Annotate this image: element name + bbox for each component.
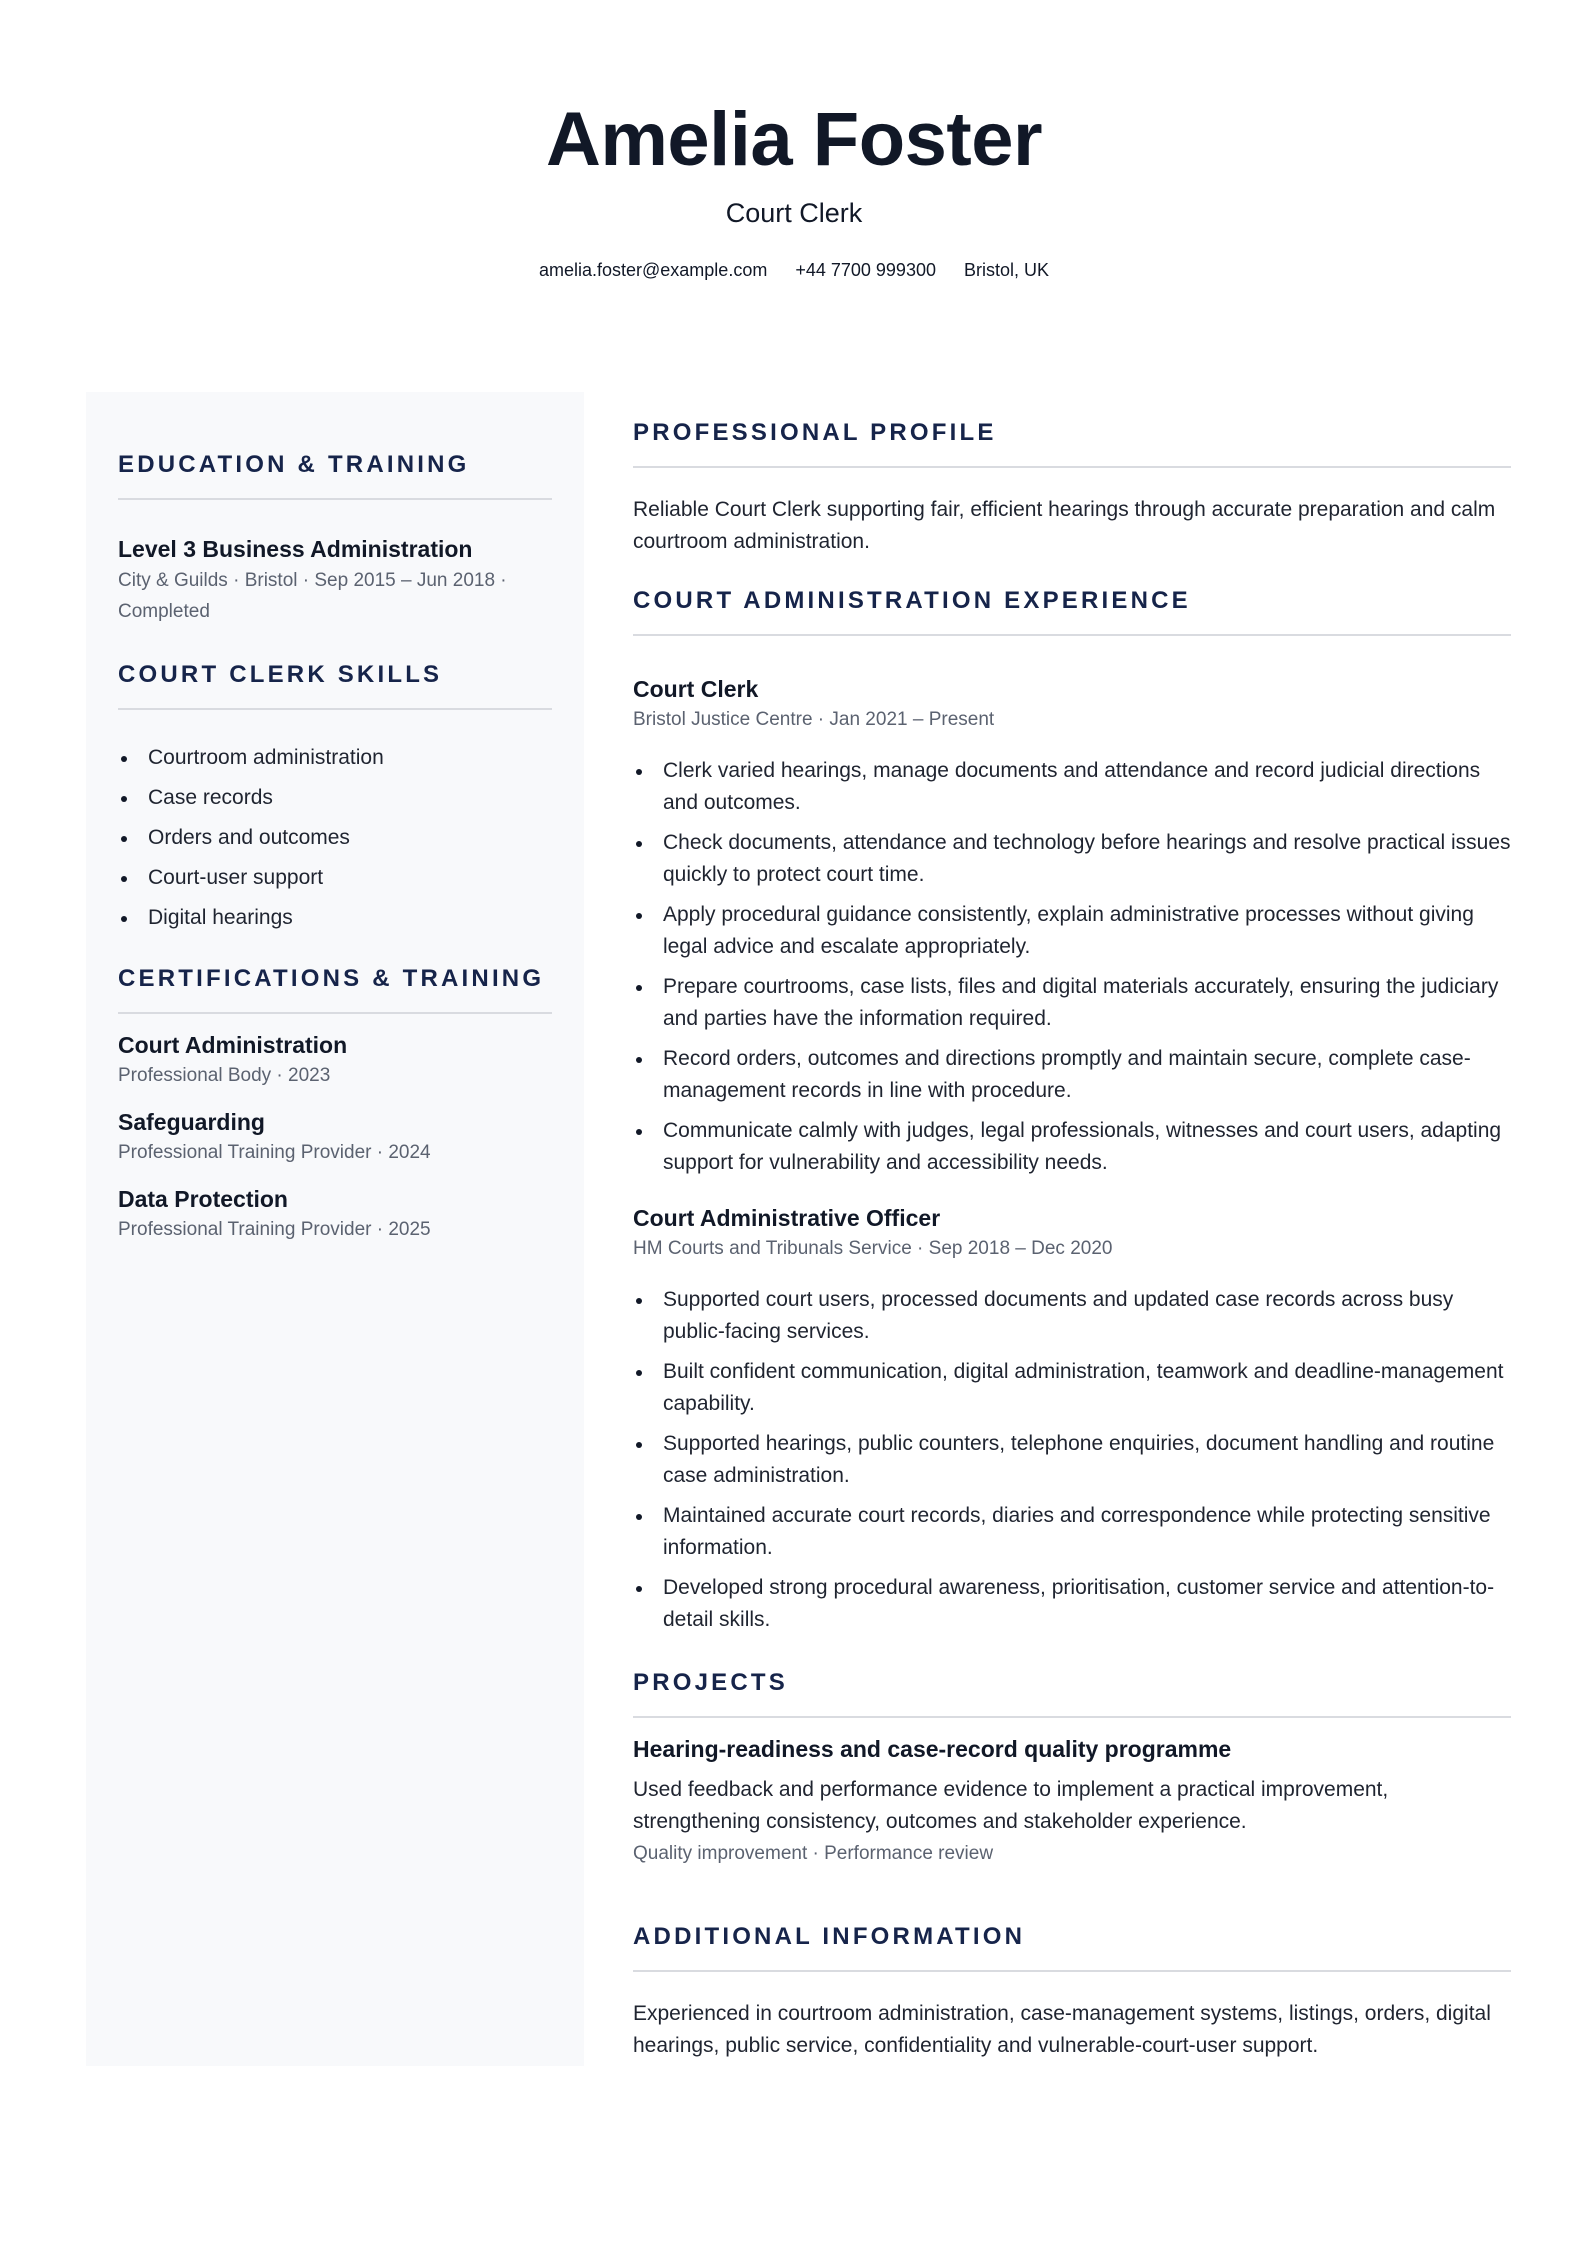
skill-item: Case records xyxy=(118,782,552,814)
section-title-skills: COURT CLERK SKILLS xyxy=(118,661,443,688)
section-divider xyxy=(118,498,552,500)
candidate-name: Amelia Foster xyxy=(545,97,1043,182)
job-meta: HM Courts and Tribunals Service · Sep 2018 – Dec 2020 xyxy=(633,1238,1113,1259)
certification-name: Court Administration xyxy=(118,1032,348,1058)
skill-item: Courtroom administration xyxy=(118,742,552,774)
job-bullet: Apply procedural guidance consistently, explain administrative processes without giving legal advice and escalate appropriately. xyxy=(633,899,1511,963)
job-bullet: Record orders, outcomes and directions promptly and maintain secure, complete case-management records in line with procedure. xyxy=(633,1043,1511,1107)
job-bullet: Communicate calmly with judges, legal professionals, witnesses and court users, adapting support for vulnerability and accessibility needs. xyxy=(633,1115,1511,1179)
section-divider xyxy=(633,634,1511,636)
certification-detail: Professional Body · 2023 xyxy=(118,1065,331,1086)
job-entry xyxy=(633,674,1511,1179)
section-title-certifications: CERTIFICATIONS & TRAINING xyxy=(118,965,545,992)
section-divider xyxy=(118,1012,552,1014)
certification-item xyxy=(118,1030,552,1091)
education-item xyxy=(118,534,552,627)
job-role: Court Clerk xyxy=(633,676,759,702)
job-bullet: Developed strong procedural awareness, prioritisation, customer service and attention-to-detail skills. xyxy=(633,1572,1511,1636)
education-detail: City & Guilds · Bristol · Sep 2015 – Jun 2018 · Completed xyxy=(118,570,507,622)
certification-item xyxy=(118,1184,552,1245)
certification-detail: Professional Training Provider · 2024 xyxy=(118,1142,431,1163)
job-meta: Bristol Justice Centre · Jan 2021 – Present xyxy=(633,709,995,730)
education-section xyxy=(118,450,552,627)
job-bullet: Clerk varied hearings, manage documents and attendance and record judicial directions and outcomes. xyxy=(633,755,1511,819)
projects-section xyxy=(633,1668,1511,1869)
skill-item: Digital hearings xyxy=(118,902,552,934)
section-title-additional: ADDITIONAL INFORMATION xyxy=(633,1923,1026,1950)
job-bullet: Maintained accurate court records, diaries and correspondence while protecting sensitive information. xyxy=(633,1500,1511,1564)
certification-detail: Professional Training Provider · 2025 xyxy=(118,1219,431,1240)
job-bullet: Prepare courtrooms, case lists, files and digital materials accurately, ensuring the judiciary and parties have the information required. xyxy=(633,971,1511,1035)
profile-text: Reliable Court Clerk supporting fair, efficient hearings through accurate preparation and calm courtroom administration. xyxy=(633,498,1496,553)
skill-item: Orders and outcomes xyxy=(118,822,552,854)
section-divider xyxy=(633,1970,1511,1972)
job-bullet: Check documents, attendance and technology before hearings and resolve practical issues quickly to protect court time. xyxy=(633,827,1511,891)
job-bullet: Supported court users, processed documents and updated case records across busy public-facing services. xyxy=(633,1284,1511,1348)
section-divider xyxy=(633,1716,1511,1718)
section-title-projects: PROJECTS xyxy=(633,1669,788,1696)
project-text: Used feedback and performance evidence to implement a practical improvement, strengthening consistency, outcomes and stakeholder experience. xyxy=(633,1778,1389,1833)
section-divider xyxy=(633,466,1511,468)
candidate-role: Court Clerk xyxy=(725,198,863,228)
sidebar xyxy=(86,392,584,2066)
contact-email[interactable]: amelia.foster@example.com xyxy=(538,260,768,280)
project-name: Hearing-readiness and case-record quality programme xyxy=(633,1736,1232,1762)
section-title-experience: COURT ADMINISTRATION EXPERIENCE xyxy=(633,587,1191,614)
section-title-education: EDUCATION & TRAINING xyxy=(118,451,470,478)
contact-line xyxy=(0,258,1588,282)
additional-text: Experienced in courtroom administration, case-management systems, listings, orders, digital hearings, public service, confidentiality and vulnerable-court-user support. xyxy=(633,2002,1491,2057)
job-entry xyxy=(633,1203,1511,1636)
job-bullets xyxy=(633,1284,1511,1636)
contact-location: Bristol, UK xyxy=(963,260,1050,280)
skills-list xyxy=(118,742,552,934)
skill-item: Court-user support xyxy=(118,862,552,894)
certification-name: Data Protection xyxy=(118,1186,288,1212)
job-bullets xyxy=(633,755,1511,1179)
education-name: Level 3 Business Administration xyxy=(118,536,473,562)
section-divider xyxy=(118,708,552,710)
profile-section xyxy=(633,418,1511,558)
experience-section xyxy=(633,586,1511,1636)
job-role: Court Administrative Officer xyxy=(633,1205,941,1231)
job-bullet: Built confident communication, digital administration, teamwork and deadline-management capability. xyxy=(633,1356,1511,1420)
certification-item xyxy=(118,1107,552,1168)
additional-section xyxy=(633,1922,1511,2062)
contact-phone[interactable]: +44 7700 999300 xyxy=(795,260,936,280)
job-bullet: Supported hearings, public counters, telephone enquiries, document handling and routine case administration. xyxy=(633,1428,1511,1492)
certifications-section xyxy=(118,964,552,1245)
section-title-profile: PROFESSIONAL PROFILE xyxy=(633,419,997,446)
skills-section xyxy=(118,660,552,934)
project-tags: Quality improvement · Performance review xyxy=(633,1843,994,1864)
certification-name: Safeguarding xyxy=(118,1109,265,1135)
